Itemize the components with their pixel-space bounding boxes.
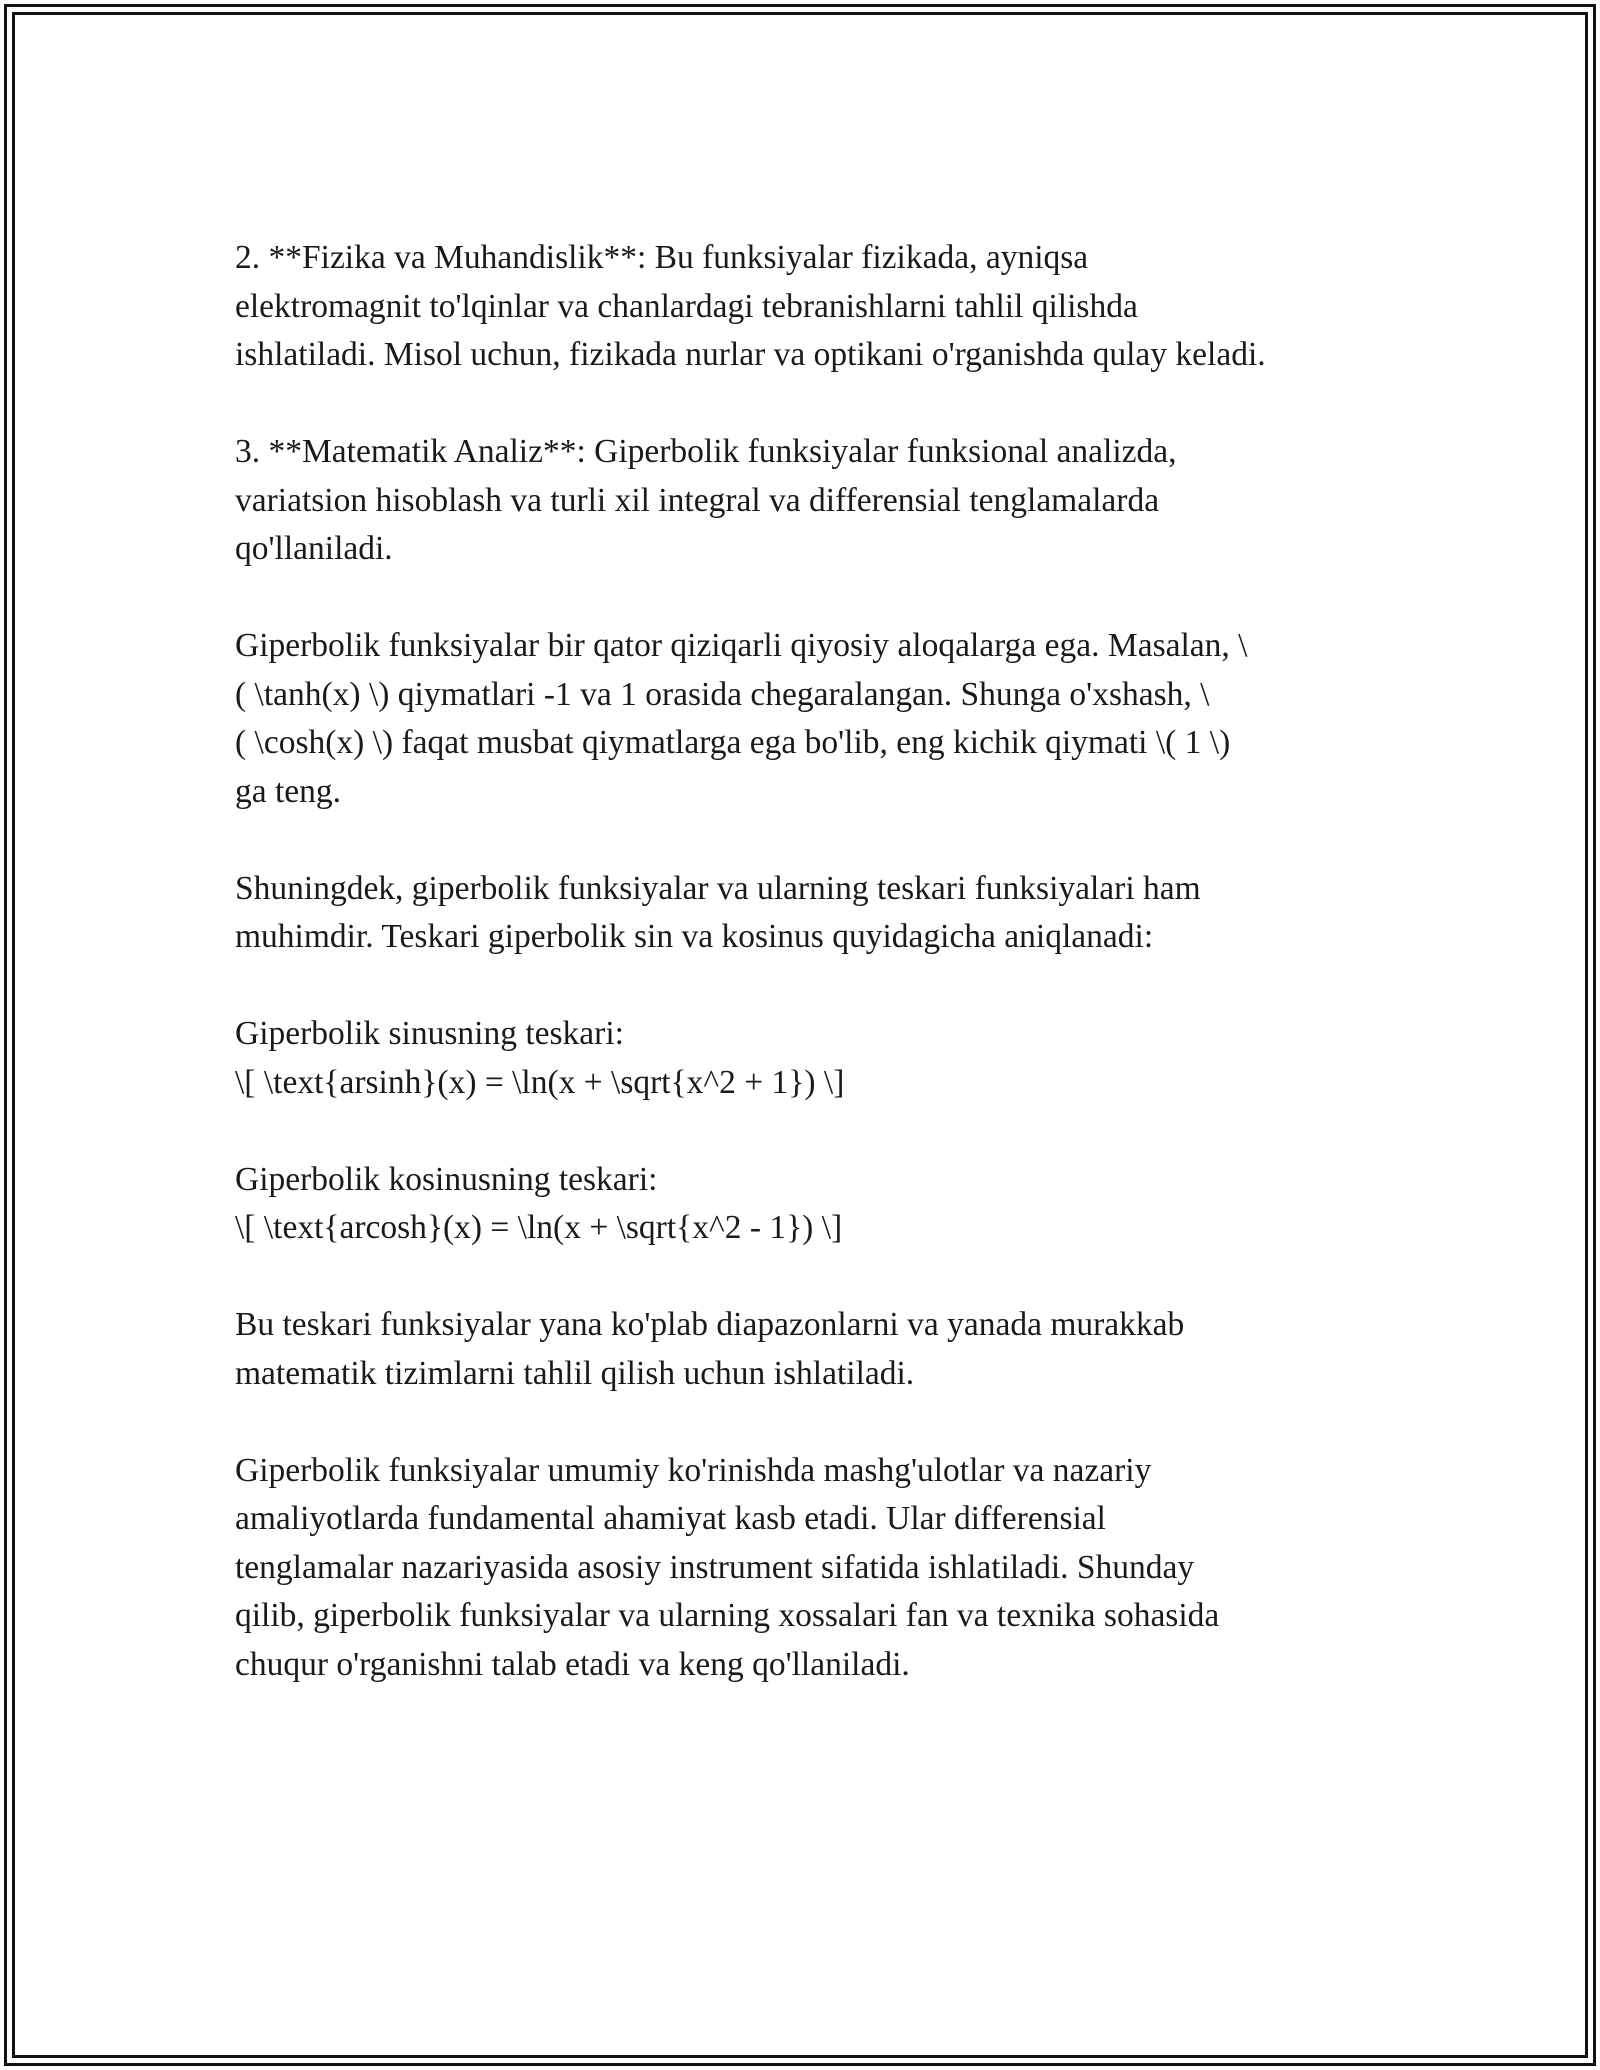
text-line: ishlatiladi. Misol uchun, fizikada nurlar va optikani o'rganishda qulay keladi. xyxy=(235,336,1266,373)
text-line: elektromagnit to'lqinlar va chanlardagi tebranishlarni tahlil qilishda xyxy=(235,287,1138,325)
text-line: variatsion hisoblash va turli xil integral va differensial tenglamalarda xyxy=(235,481,1160,519)
text-line: ( \tanh(x) \) qiymatlari -1 va 1 orasida chegaralangan. Shunga o'xshash, \ xyxy=(235,675,1210,713)
text-line: Giperbolik funksiyalar bir qator qiziqarli qiyosiy aloqalarga ega. Masalan, \ xyxy=(235,627,1248,664)
formula-arsinh: \[ \text{arsinh}(x) = \ln(x + \sqrt{x^2 + 1}) \] xyxy=(235,1063,845,1101)
paragraph-conclusion xyxy=(235,1447,1395,1690)
text-line: qilib, giperbolik funksiyalar va ularning xossalari fan va texnika sohasida xyxy=(235,1597,1220,1634)
formula-arcosh: \[ \text{arcosh}(x) = \ln(x + \sqrt{x^2 - 1}) \] xyxy=(235,1209,843,1246)
formula-label: Giperbolik sinusning teskari: xyxy=(235,1015,624,1052)
text-line: amaliyotlarda fundamental ahamiyat kasb etadi. Ular differensial xyxy=(235,1500,1106,1537)
text-line: muhimdir. Teskari giperbolik sin va kosinus quyidagicha aniqlanadi: xyxy=(235,918,1154,955)
text-line: matematik tizimlarni tahlil qilish uchun ishlatiladi. xyxy=(235,1354,915,1392)
text-line: ga teng. xyxy=(235,772,342,810)
paragraph-comparative-relations xyxy=(235,622,1395,816)
text-line: Shuningdek, giperbolik funksiyalar va ularning teskari funksiyalari ham xyxy=(235,869,1201,907)
document-body xyxy=(235,234,1395,1738)
paragraph-mathematical-analysis xyxy=(235,428,1395,574)
paragraph-inverse-usage xyxy=(235,1301,1395,1398)
text-line: ( \cosh(x) \) faqat musbat qiymatlarga ega bo'lib, eng kichik qiymati \( 1 \) xyxy=(235,724,1231,761)
paragraph-arsinh-formula xyxy=(235,1010,1395,1107)
text-line: 3. **Matematik Analiz**: Giperbolik funksiyalar funksional analizda, xyxy=(235,433,1177,470)
text-line: Giperbolik funksiyalar umumiy ko'rinishda mashg'ulotlar va nazariy xyxy=(235,1451,1152,1489)
text-line: qo'llaniladi. xyxy=(235,530,393,567)
paragraph-physics-engineering xyxy=(235,234,1395,380)
formula-label: Giperbolik kosinusning teskari: xyxy=(235,1160,658,1198)
text-line: 2. **Fizika va Muhandislik**: Bu funksiyalar fizikada, ayniqsa xyxy=(235,239,1089,276)
text-line: tenglamalar nazariyasida asosiy instrument sifatida ishlatiladi. Shunday xyxy=(235,1548,1195,1586)
text-line: chuqur o'rganishni talab etadi va keng qo'llaniladi. xyxy=(235,1645,910,1683)
text-line: Bu teskari funksiyalar yana ko'plab diapazonlarni va yanada murakkab xyxy=(235,1306,1185,1343)
paragraph-inverse-functions-intro xyxy=(235,865,1395,962)
paragraph-arcosh-formula xyxy=(235,1156,1395,1253)
